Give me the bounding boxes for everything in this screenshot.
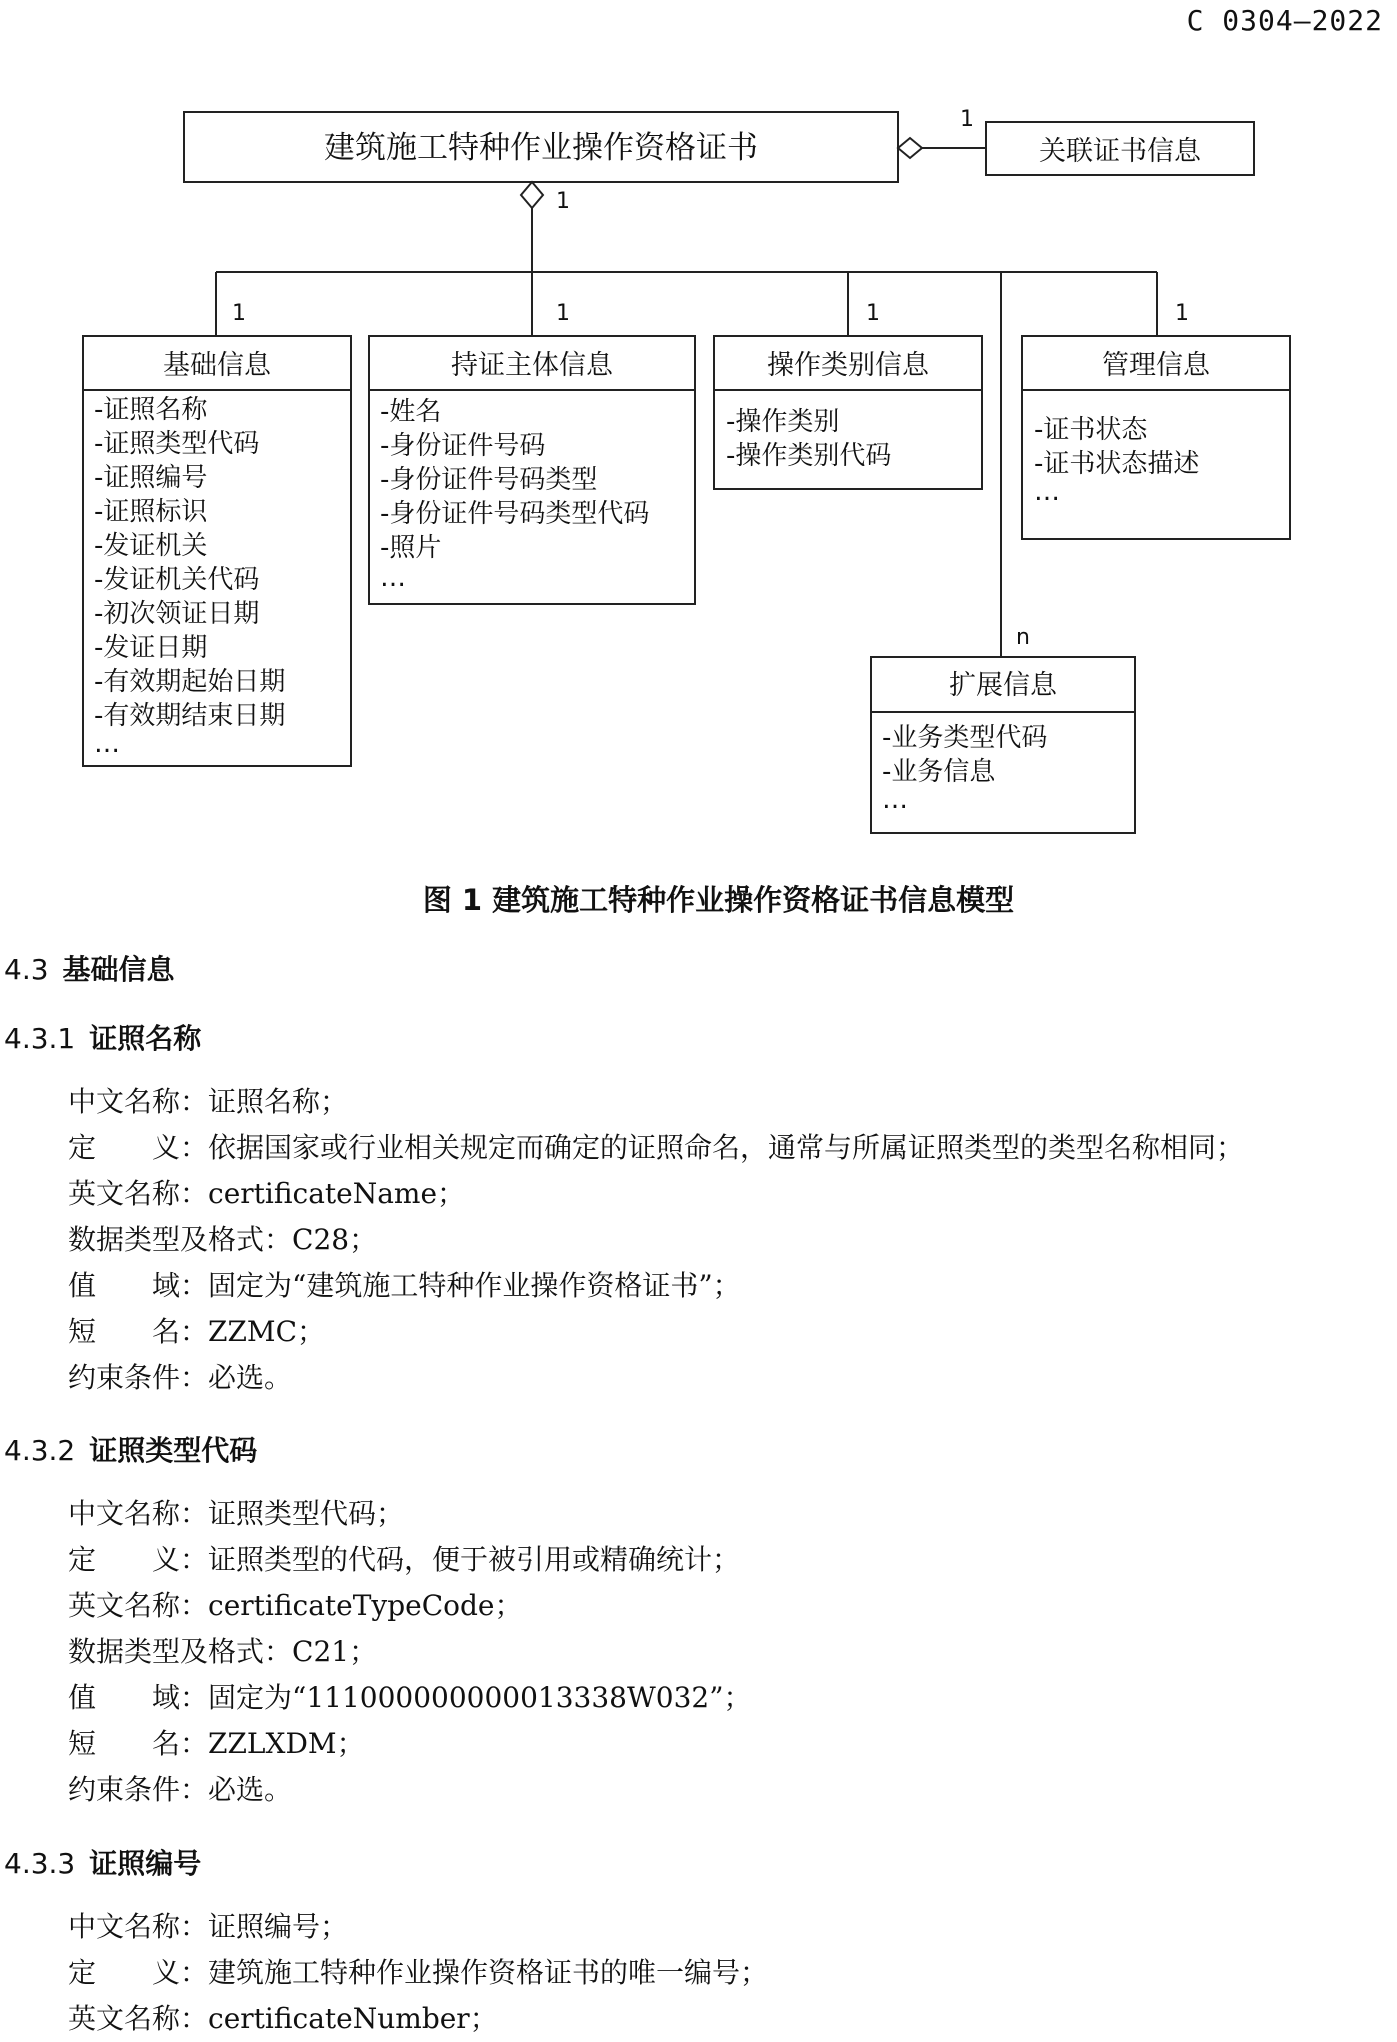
field-label: 英文名称：	[68, 1177, 209, 1210]
class-attribute: …	[94, 729, 120, 759]
class-attribute: -证照标识	[94, 497, 208, 527]
field-label: 英文名称：	[68, 1589, 209, 1622]
class-attribute: -业务类型代码	[882, 723, 1048, 753]
class-attribute: …	[882, 785, 908, 815]
field-data-type	[68, 1629, 1388, 1675]
class-attribute: -发证日期	[94, 633, 208, 663]
multiplicity-basic: 1	[232, 301, 246, 326]
field-english-name	[68, 1996, 1388, 2042]
field-value: ZZLXDM；	[208, 1727, 365, 1760]
class-attribute: -操作类别	[726, 407, 840, 437]
class-title-operation: 操作类别信息	[767, 350, 929, 381]
field-value: 证照类型代码；	[208, 1497, 405, 1530]
field-value: 必选。	[208, 1361, 293, 1394]
field-value: certificateNumber；	[208, 2002, 498, 2035]
class-attribute: -照片	[380, 533, 442, 563]
field-chinese-name	[68, 1079, 1388, 1125]
main-class-title: 建筑施工特种作业操作资格证书	[324, 130, 758, 166]
field-value: 固定为“111000000000013338W032”；	[208, 1681, 752, 1714]
field-short-name	[68, 1309, 1388, 1355]
field-english-name	[68, 1171, 1388, 1217]
class-attribute: -证书状态描述	[1034, 449, 1200, 479]
class-attribute: -证书状态	[1034, 415, 1148, 445]
field-label: 约束条件：	[68, 1361, 209, 1394]
field-value: ZZMC；	[208, 1315, 326, 1348]
section-number: 4.3.2	[4, 1434, 76, 1467]
field-chinese-name	[68, 1904, 1388, 1950]
related-class-title: 关联证书信息	[1039, 136, 1201, 167]
field-list-certificate-type-code	[68, 1491, 1388, 1813]
field-value: certificateTypeCode；	[208, 1589, 523, 1622]
field-short-name	[68, 1721, 1388, 1767]
field-value: 证照名称；	[208, 1085, 349, 1118]
section-number: 4.3.1	[4, 1022, 76, 1055]
section-number: 4.3.3	[4, 1847, 76, 1880]
class-attribute: -身份证件号码	[380, 431, 546, 461]
class-attribute: -身份证件号码类型代码	[380, 499, 650, 529]
field-value: C28；	[292, 1223, 378, 1256]
document-code: C 0304—2022	[1186, 4, 1383, 37]
class-title-extension: 扩展信息	[949, 670, 1057, 701]
field-value: 证照编号；	[208, 1910, 349, 1943]
class-attribute: …	[380, 563, 406, 593]
field-value: 依据国家或行业相关规定而确定的证照命名，通常与所属证照类型的类型名称相同；	[208, 1131, 1245, 1164]
class-attribute: -操作类别代码	[726, 441, 892, 471]
class-attribute: -证照名称	[94, 395, 208, 425]
operation-info-attributes	[726, 407, 891, 471]
management-info-attributes	[1034, 415, 1199, 507]
basic-info-attributes	[94, 395, 285, 759]
field-label: 中文名称：	[68, 1910, 209, 1943]
field-definition	[68, 1125, 1388, 1171]
field-value-domain	[68, 1263, 1388, 1309]
class-attribute: -初次领证日期	[94, 599, 260, 629]
field-list-certificate-number	[68, 1904, 1388, 2042]
field-definition	[68, 1537, 1388, 1583]
field-value-domain	[68, 1675, 1388, 1721]
field-value: 证照类型的代码，便于被引用或精确统计；	[208, 1543, 741, 1576]
field-label: 数据类型及格式：	[68, 1223, 293, 1256]
field-label: 值 域：	[68, 1269, 209, 1302]
field-label: 中文名称：	[68, 1497, 209, 1530]
multiplicity-related: 1	[960, 107, 974, 132]
figure-caption: 图 1 建筑施工特种作业操作资格证书信息模型	[422, 883, 1015, 917]
aggregation-diamond-right	[898, 138, 922, 158]
field-constraint	[68, 1767, 1388, 1813]
field-value: 固定为“建筑施工特种作业操作资格证书”；	[208, 1269, 741, 1302]
multiplicity-main-bottom: 1	[556, 189, 570, 214]
field-label: 约束条件：	[68, 1773, 209, 1806]
field-value: C21；	[292, 1635, 378, 1668]
field-value: 建筑施工特种作业操作资格证书的唯一编号；	[208, 1956, 769, 1989]
class-attribute: -身份证件号码类型	[380, 465, 598, 495]
class-attribute: -证照类型代码	[94, 429, 260, 459]
class-attribute: -有效期起始日期	[94, 667, 286, 697]
section-heading-4-3-1	[4, 1017, 201, 1057]
section-title: 证照名称	[89, 1022, 202, 1055]
multiplicity-holder: 1	[556, 301, 570, 326]
field-value: 必选。	[208, 1773, 293, 1806]
section-number: 4.3	[4, 953, 49, 986]
field-chinese-name	[68, 1491, 1388, 1537]
class-attribute: -姓名	[380, 397, 442, 427]
information-model-diagram	[0, 0, 1397, 860]
field-label: 定 义：	[68, 1543, 209, 1576]
field-constraint	[68, 1355, 1388, 1401]
field-list-certificate-name	[68, 1079, 1388, 1401]
class-title-management: 管理信息	[1102, 350, 1210, 381]
aggregation-diamond-bottom	[521, 182, 543, 208]
class-attribute: -证照编号	[94, 463, 208, 493]
class-attribute: -发证机关代码	[94, 565, 260, 595]
class-title-holder: 持证主体信息	[451, 350, 613, 381]
class-attribute: -有效期结束日期	[94, 701, 286, 731]
section-title: 基础信息	[62, 953, 175, 986]
field-label: 定 义：	[68, 1956, 209, 1989]
holder-info-attributes	[380, 397, 649, 593]
multiplicity-operation: 1	[866, 301, 880, 326]
field-english-name	[68, 1583, 1388, 1629]
multiplicity-management: 1	[1175, 301, 1189, 326]
field-label: 数据类型及格式：	[68, 1635, 293, 1668]
field-label: 中文名称：	[68, 1085, 209, 1118]
class-attribute: -发证机关	[94, 531, 208, 561]
section-title: 证照编号	[89, 1847, 202, 1880]
field-label: 短 名：	[68, 1315, 209, 1348]
multiplicity-extension: n	[1016, 625, 1030, 650]
field-label: 值 域：	[68, 1681, 209, 1714]
section-heading-4-3	[4, 948, 175, 988]
field-data-type	[68, 1217, 1388, 1263]
class-attribute: -业务信息	[882, 757, 996, 787]
field-value: certificateName；	[208, 1177, 466, 1210]
field-label: 定 义：	[68, 1131, 209, 1164]
field-label: 短 名：	[68, 1727, 209, 1760]
extension-info-attributes	[882, 723, 1047, 815]
field-label: 英文名称：	[68, 2002, 209, 2035]
section-heading-4-3-2	[4, 1429, 257, 1469]
class-title-basic: 基础信息	[163, 350, 271, 381]
section-heading-4-3-3	[4, 1842, 201, 1882]
field-definition	[68, 1950, 1388, 1996]
section-title: 证照类型代码	[89, 1434, 258, 1467]
class-attribute: …	[1034, 477, 1060, 507]
